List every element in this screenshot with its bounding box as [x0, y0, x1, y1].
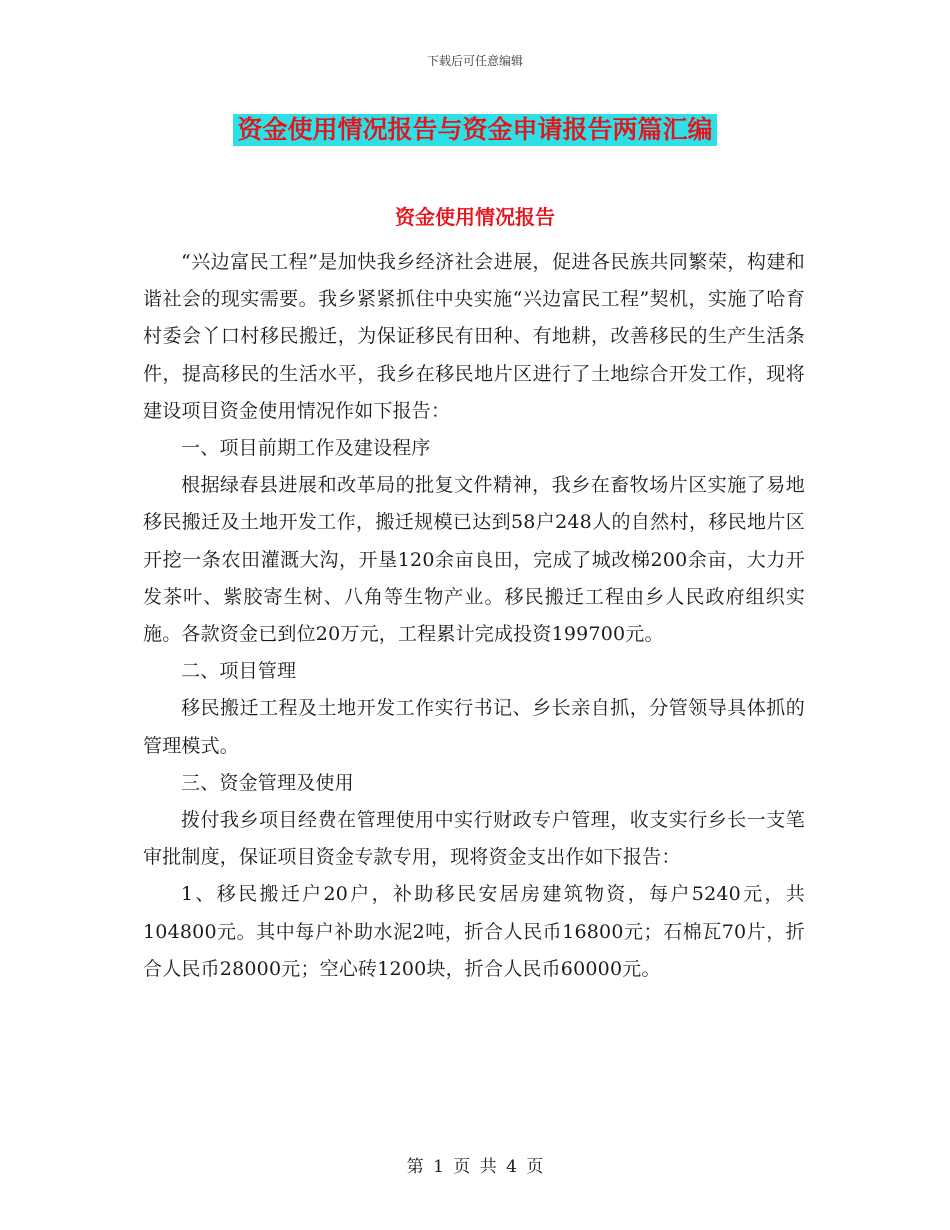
main-title-container [0, 114, 950, 146]
heading-section-1: 一、项目前期工作及建设程序 [181, 437, 431, 460]
paragraph-section-1: 根据绿春县进展和改革局的批复文件精神，我乡在畜牧场片区实施了易地移民搬迁及土地开发工作，搬迁规模已达到58户248人的自然村，移民地片区开挖一条农田灌溉大沟，开垦120余亩良田，完成了城改梯200余亩，大力开发茶叶、紫胶寄生树、八角等生物产业。移民搬迁工程由乡人民政府组织实施。各款资金已到位20万元，工程累计完成投资199700元。 [143, 474, 805, 646]
paragraph-intro: “兴边富民工程”是加快我乡经济社会进展，促进各民族共同繁荣，构建和谐社会的现实需要。我乡紧紧抓住中央实施“兴边富民工程”契机，实施了哈育村委会丫口村移民搬迁，为保证移民有田种、有地耕，改善移民的生产生活条件，提高移民的生活水平，我乡在移民地片区进行了土地综合开发工作，现将建设项目资金使用情况作如下报告： [143, 251, 805, 422]
heading-section-2: 二、项目管理 [181, 660, 297, 683]
document-body [143, 244, 805, 988]
header-note: 下载后可任意编辑 [426, 54, 523, 68]
paragraph-section-2: 移民搬迁工程及土地开发工作实行书记、乡长亲自抓，分管领导具体抓的管理模式。 [143, 697, 805, 757]
page-indicator: 第 1 页 共 4 页 [406, 1157, 544, 1177]
main-title: 资金使用情况报告与资金申请报告两篇汇编 [233, 114, 716, 146]
heading-section-3: 三、资金管理及使用 [181, 771, 354, 794]
section-title: 资金使用情况报告 [395, 205, 555, 229]
paragraph-item-1: 1、移民搬迁户20户，补助移民安居房建筑物资，每户5240元，共104800元。其中每户补助水泥2吨，折合人民币16800元；石棉瓦70片，折合人民币28000元；空心砖1200块，折合人民币60000元。 [143, 883, 805, 980]
paragraph-section-3: 拨付我乡项目经费在管理使用中实行财政专户管理，收支实行乡长一支笔审批制度，保证项目资金专款专用，现将资金支出作如下报告： [143, 809, 805, 869]
